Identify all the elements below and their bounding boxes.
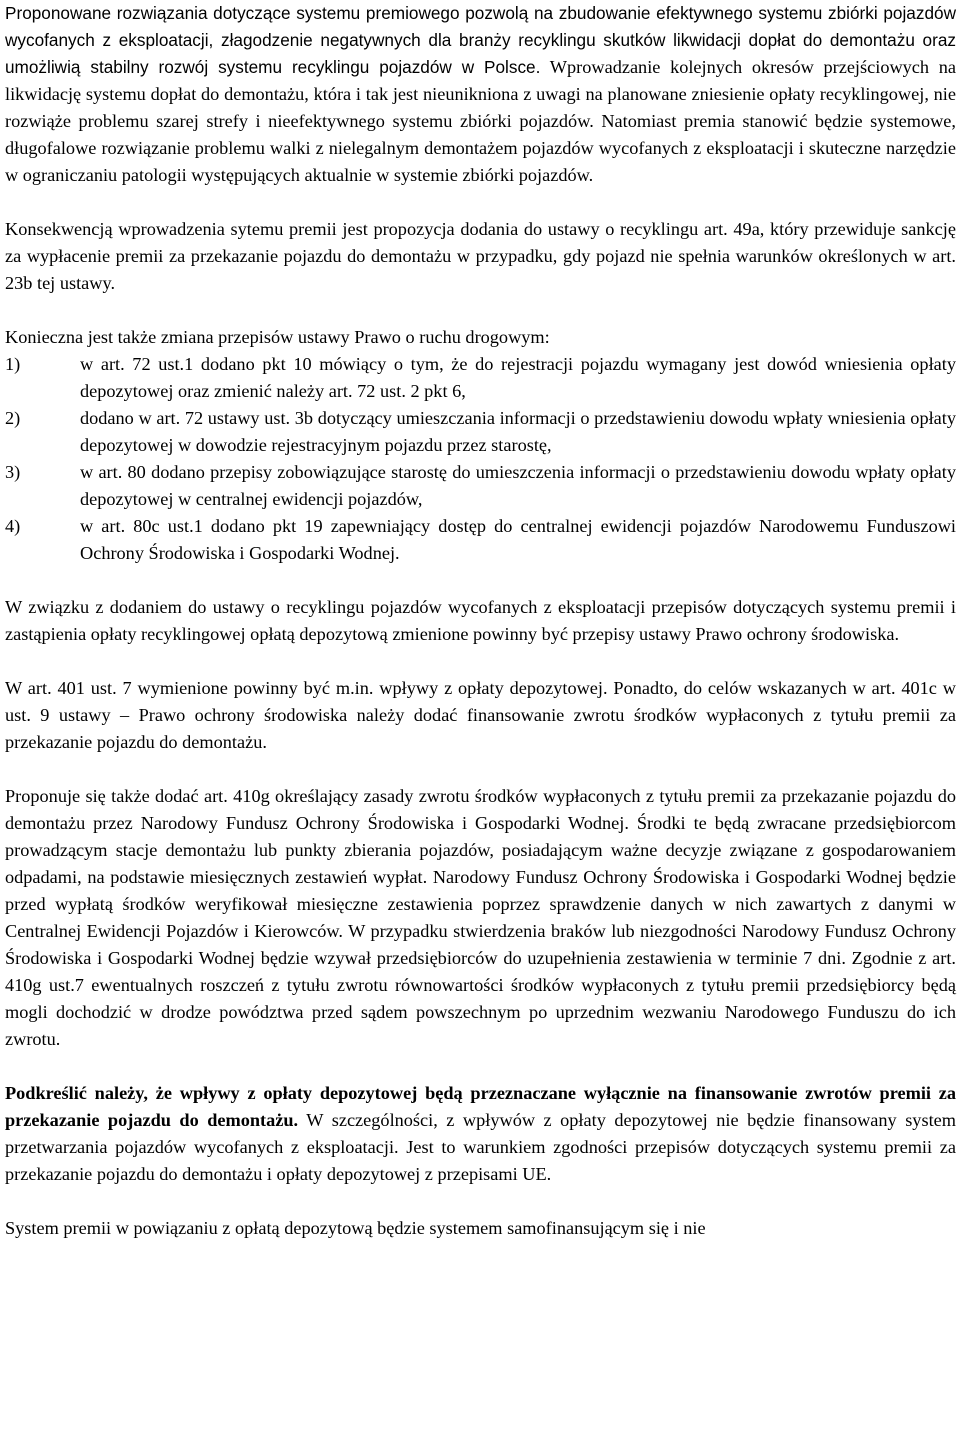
list-item-text: dodano w art. 72 ustawy ust. 3b dotyczący umieszczania informacji o przedstawieniu dowodu wpłaty wniesienia opłaty depozytowej w dowodzie rejestracyjnym pojazdu przez starostę,	[80, 408, 956, 455]
list-item	[5, 459, 956, 513]
paragraph-self-financing: System premii w powiązaniu z opłatą depozytową będzie systemem samofinansującym się i nie	[5, 1218, 706, 1238]
paragraph-emphasis	[5, 1080, 956, 1188]
list-item-number: 2)	[5, 408, 21, 428]
emphasis-rest-text: W szczególności, z wpływów z opłaty depozytowej nie będzie finansowany system przetwarzania pojazdów wycofanych z eksploatacji. Jest to warunkiem zgodności przepisów dotyczących systemu premii za przekazanie pojazdu do demontażu i opłaty depozytowej z przepisami UE.	[5, 1110, 956, 1184]
list-item-text: w art. 72 ust.1 dodano pkt 10 mówiący o tym, że do rejestracji pojazdu wymagany jest dowód wniesienia opłaty depozytowej oraz zmienić należy art. 72 ust. 2 pkt 6,	[80, 354, 956, 401]
list-item-text: w art. 80c ust.1 dodano pkt 19 zapewniający dostęp do centralnej ewidencji pojazdów Narodowemu Funduszowi Ochrony Środowiska i Gospodarki Wodnej.	[80, 516, 956, 563]
paragraph-environmental-law: W związku z dodaniem do ustawy o recyklingu pojazdów wycofanych z eksploatacji przepisów dotyczących systemu premii i zastąpienia opłaty recyklingowej opłatą depozytową zmienione powinny być przepisy ustawy Prawo ochrony środowiska.	[5, 597, 956, 644]
list-item	[5, 405, 956, 459]
list-item-number: 3)	[5, 462, 21, 482]
paragraph-lead-text: Proponowane rozwiązania dotyczące systemu premiowego pozwolą na zbudowanie efektywnego systemu zbiórki pojazdów wycofanych z eksploatacji, złagodzenie negatywnych dla branży recyklingu skutków likwidacji dopłat do demontażu oraz umożliwią stabilny rozwój systemu recyklingu pojazdów w Polsce.	[5, 3, 956, 77]
list-item-text: w art. 80 dodano przepisy zobowiązujące starostę do umieszczenia informacji o przedstawieniu dowodu wpłaty opłaty depozytowej w centralnej ewidencji pojazdów,	[80, 462, 956, 509]
paragraph-body-text: Wprowadzanie kolejnych okresów przejściowych na likwidację systemu dopłat do demontażu, która i tak jest nieunikniona z uwagi na planowane zniesienie opłaty recyklingowej, nie rozwiąże problemu szarej strefy i nieefektywnego systemu zbiórki pojazdów. Natomiast premia stanowić będzie systemowe, długofalowe rozwiązanie problemu walki z nielegalnym demontażem pojazdów wycofanych z eksploatacji i skuteczne narzędzie w ograniczaniu patologii występujących aktualnie w systemie zbiórki pojazdów.	[5, 57, 956, 185]
emphasis-bold-text: Podkreślić należy, że wpływy z opłaty depozytowej będą przeznaczane wyłącznie na finansowanie zwrotów premii za przekazanie pojazdu do demontażu.	[5, 1083, 956, 1130]
amendment-list	[5, 351, 956, 567]
list-item-number: 1)	[5, 354, 21, 374]
list-item-number: 4)	[5, 516, 21, 536]
paragraph-list-intro: Konieczna jest także zmiana przepisów ustawy Prawo o ruchu drogowym:	[5, 327, 550, 347]
paragraph-premium-system	[5, 0, 956, 189]
list-item	[5, 513, 956, 567]
paragraph-art-401: W art. 401 ust. 7 wymienione powinny być m.in. wpływy z opłaty depozytowej. Ponadto, do celów wskazanych w art. 401c w ust. 9 ustawy – Prawo ochrony środowiska należy dodać finansowanie zwrotu środków wypłaconych z tytułu premii za przekazanie pojazdu do demontażu.	[5, 678, 956, 752]
paragraph-consequence: Konsekwencją wprowadzenia sytemu premii jest propozycja dodania do ustawy o recyklingu art. 49a, który przewiduje sankcję za wypłacenie premii za przekazanie pojazdu do demontażu w przypadku, gdy pojazd nie spełnia warunków określonych w art. 23b tej ustawy.	[5, 219, 956, 293]
paragraph-art-410g: Proponuje się także dodać art. 410g określający zasady zwrotu środków wypłaconych z tytułu premii za przekazanie pojazdu do demontażu przez Narodowy Fundusz Ochrony Środowiska i Gospodarki Wodnej. Środki te będą zwracane przedsiębiorcom prowadzącym stacje demontażu lub punkty zbierania pojazdów, posiadającym ważne decyzje związane z gospodarowaniem odpadami, na podstawie miesięcznych zestawień wypłat. Narodowy Fundusz Ochrony Środowiska i Gospodarki Wodnej będzie przed wypłatą środków weryfikował miesięczne zestawienia poprzez sprawdzenie danych w nich zawartych z danymi w Centralnej Ewidencji Pojazdów i Kierowców. W przypadku stwierdzenia braków lub niezgodności Narodowy Fundusz Ochrony Środowiska i Gospodarki Wodnej będzie wzywał przedsiębiorców do uzupełnienia zestawienia w terminie 7 dni. Zgodnie z art. 410g ust.7 ewentualnych roszczeń z tytułu zwrotu równowartości środków wypłaconych z tytułu premii przedsiębiorcy będą mogli dochodzić w drodze powództwa przed sądem powszechnym po uprzednim wezwaniu Narodowego Funduszu do ich zwrotu.	[5, 786, 956, 1049]
list-item	[5, 351, 956, 405]
